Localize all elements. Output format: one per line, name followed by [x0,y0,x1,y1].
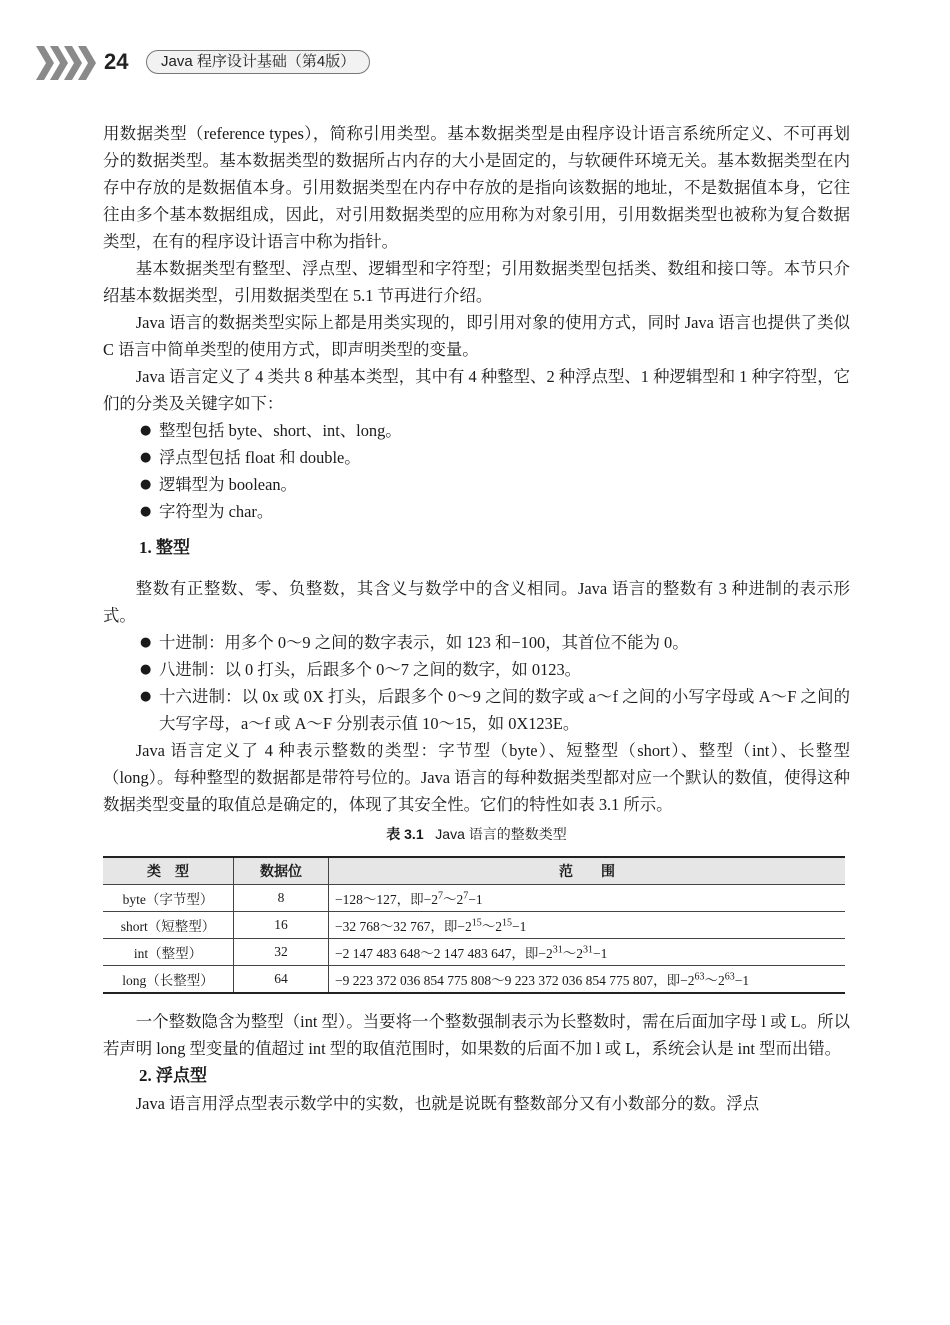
book-title-badge: Java 程序设计基础（第4版） [146,50,370,74]
bullet-icon: ● [140,423,152,438]
cell-type: int（整型） [103,939,234,966]
list-item: ● 八进制：以 0 打头，后跟多个 0～7 之间的数字，如 0123。 [103,656,850,683]
list-item: ● 逻辑型为 boolean。 [103,471,850,498]
table-row [103,939,845,966]
bullet-icon: ● [140,635,152,650]
cell-range: −32 768～32 767，即$-2^{15}\sim 2^{15}-1$ [329,912,846,939]
cell-range: −9 223 372 036 854 775 808～9 223 372 036 854 775 807，即$-2^{63}\sim 2^{63}-1$ [329,966,846,994]
column-header-type: 类 型 [103,857,234,885]
paragraph-float-intro: Java 语言用浮点型表示数学中的实数，也就是说既有整数部分又有小数部分的数。浮点 [135,1094,760,1113]
cell-type: short（短整型） [103,912,234,939]
list-item: ● 浮点型包括 float 和 double。 [103,444,850,471]
paragraph-long-suffix: 一个整数隐含为整型（int 型）。当要将一个整数强制表示为长整数时，需在后面加字母 l 或 L。所以若声明 long 型变量的值超过 int 型的取值范围时，如果数的后面不加 l 或 L，系统会认是 int 型而出错。 [103,1012,850,1058]
radix-list [103,629,850,737]
header-chevron-decoration-icon [36,42,98,84]
section-heading-float: 2. 浮点型 [139,1066,207,1085]
paragraph-eight-types: Java 语言定义了 4 类共 8 种基本类型，其中有 4 种整型、2 种浮点型、1 种逻辑型和 1 种字符型，它们的分类及关键字如下： [103,367,850,413]
bullet-icon: ● [140,504,152,519]
table-row [103,966,845,994]
cell-bits: 8 [234,885,329,912]
bullet-icon: ● [140,450,152,465]
page-body [103,120,850,1117]
type-category-list [103,417,850,525]
table-caption: 表 3.1 Java 语言的整数类型 [386,826,567,842]
paragraph-basic-types: 基本数据类型有整型、浮点型、逻辑型和字符型；引用数据类型包括类、数组和接口等。本节只介绍基本数据类型，引用数据类型在 5.1 节再进行介绍。 [103,259,850,305]
cell-type: byte（字节型） [103,885,234,912]
paragraph-integer-types: Java 语言定义了 4 种表示整数的类型：字节型（byte）、短整型（short）、整型（int）、长整型（long）。每种整型的数据都是带符号位的。Java 语言的每种数据类型都对应一个默认的数值，使得这种数据类型变量的取值总是确定的，体现了其安全性。它们的特性如表 3.1 所示。 [103,741,850,814]
bullet-icon: ● [140,689,152,704]
column-header-range: 范 围 [329,857,846,885]
paragraph-reference-types: 用数据类型（reference types），简称引用类型。基本数据类型是由程序设计语言系统所定义、不可再划分的数据类型。基本数据类型的数据所占内存的大小是固定的，与软硬件环境无关。基本数据类型在内存中存放的是数据值本身。引用数据类型在内存中存放的是指向该数据的地址，不是数据值本身，它往往由多个基本数据组成，因此，对引用数据类型的应用称为对象引用，引用数据类型也被称为复合数据类型，在有的程序设计语言中称为指针。 [103,124,850,251]
table-header-row [103,857,845,885]
cell-bits: 64 [234,966,329,994]
table-row [103,912,845,939]
paragraph-integer-intro: 整数有正整数、零、负整数，其含义与数学中的含义相同。Java 语言的整数有 3 种进制的表示形式。 [103,579,850,625]
list-item: ● 整型包括 byte、short、int、long。 [103,417,850,444]
list-item: ● 十进制：用多个 0～9 之间的数字表示，如 123 和−100，其首位不能为 0。 [103,629,850,656]
table-row [103,885,845,912]
cell-range: −2 147 483 648～2 147 483 647，即$-2^{31}\sim 2^{31}-1$ [329,939,846,966]
cell-range: −128～127，即$-2^7\sim 2^7-1$ [329,885,846,912]
integer-types-table [103,856,845,994]
cell-bits: 16 [234,912,329,939]
cell-bits: 32 [234,939,329,966]
page-number: 24 [104,49,129,74]
cell-type: long（长整型） [103,966,234,994]
bullet-icon: ● [140,662,152,677]
list-item: ● 字符型为 char。 [103,498,850,525]
bullet-icon: ● [140,477,152,492]
list-item: ● 十六进制：以 0x 或 0X 打头，后跟多个 0～9 之间的数字或 a～f 之间的小写字母或 A～F 之间的大写字母，a～f 或 A～F 分别表示值 10～15，如 0X123E。 [103,683,850,737]
paragraph-class-implementation: Java 语言的数据类型实际上都是用类实现的，即引用对象的使用方式，同时 Java 语言也提供了类似 C 语言中简单类型的使用方式，即声明类型的变量。 [103,313,850,359]
column-header-bits: 数据位 [234,857,329,885]
section-heading-integer: 1. 整型 [139,538,190,557]
